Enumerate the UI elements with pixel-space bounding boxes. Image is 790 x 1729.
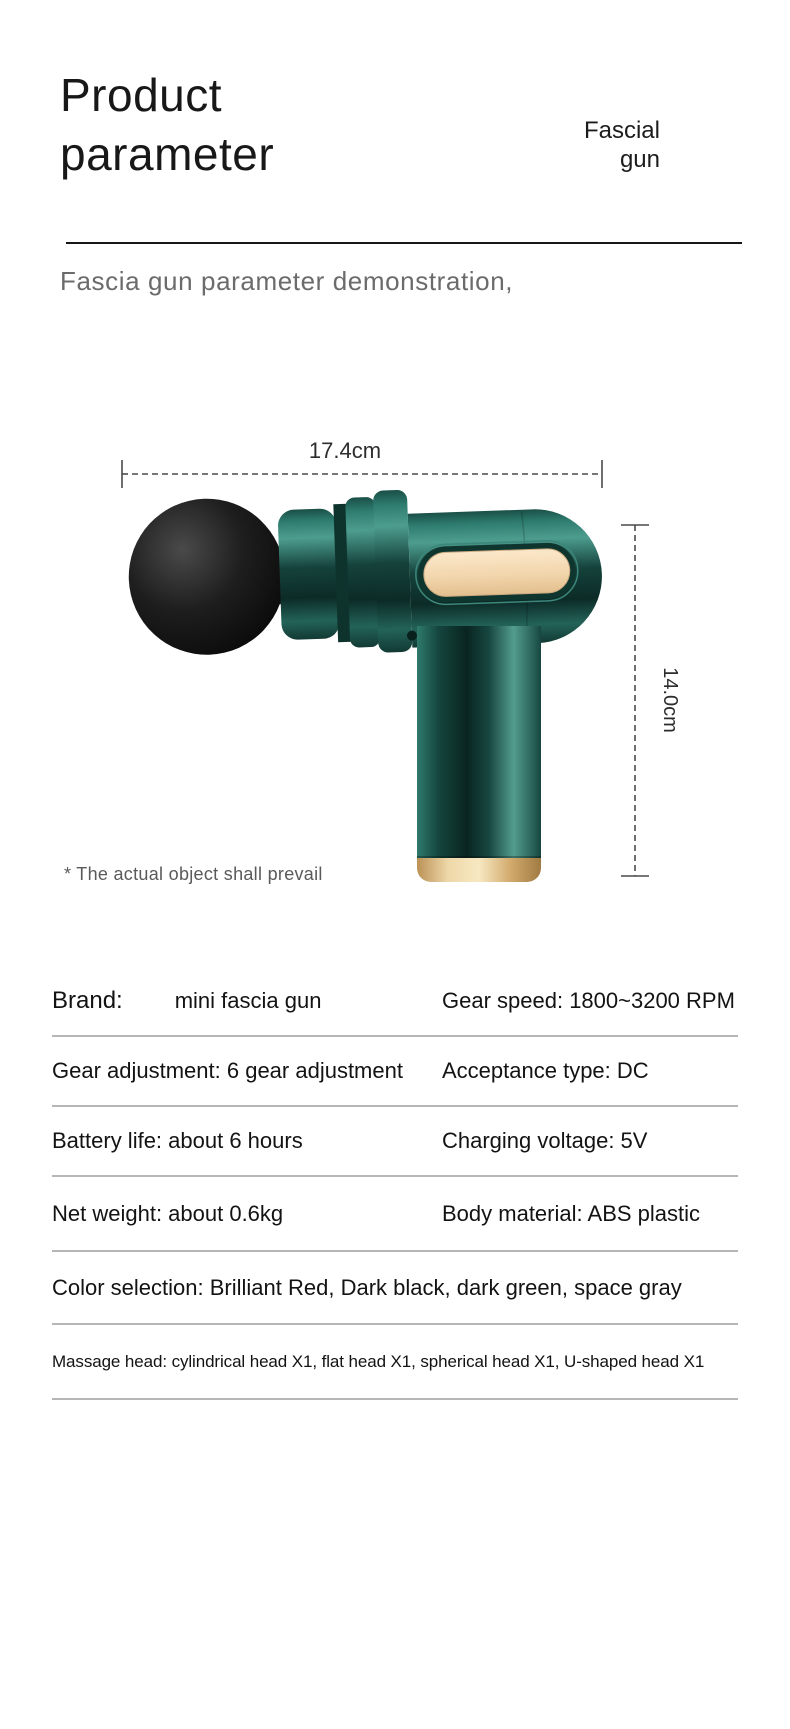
page-title-line1: Product <box>60 69 223 121</box>
fascia-gun-illustration <box>80 430 681 900</box>
section-subtitle: Fascia gun parameter demonstration, <box>60 266 514 296</box>
figure-disclaimer-note: * The actual object shall prevail <box>64 864 323 884</box>
spec-massage-head-cell: Massage head: cylindrical head X1, flat head X1, spherical head X1, U-shaped head X1 <box>52 1351 705 1371</box>
spec-net-weight-cell: Net weight: about 0.6kg <box>52 1200 284 1226</box>
spec-brand-value: mini fascia gun <box>174 987 322 1013</box>
spec-battery-life-cell: Battery life: about 6 hours <box>52 1128 303 1153</box>
table-row <box>52 1252 738 1325</box>
product-category-label <box>480 116 660 174</box>
height-dimension-label: 14.0cm <box>659 667 681 733</box>
page-title-line2: parameter <box>60 128 275 180</box>
spec-charging-voltage-cell: Charging voltage: 5V <box>442 1128 648 1153</box>
gun-handle-grip <box>417 626 541 858</box>
product-category-line2: gun <box>619 146 660 173</box>
spec-body-material-cell: Body material: ABS plastic <box>442 1200 701 1226</box>
gun-ball-head <box>126 496 287 657</box>
spec-gear-speed-cell: Gear speed: 1800~3200 RPM <box>442 987 735 1013</box>
gun-handle-gold-base <box>417 858 541 882</box>
width-dimension-label: 17.4cm <box>308 438 382 463</box>
table-row <box>52 966 738 1037</box>
product-figure <box>80 430 681 900</box>
spec-gear-adjustment-cell: Gear adjustment: 6 gear adjustment <box>52 1058 403 1083</box>
spec-color-selection-cell: Color selection: Brilliant Red, Dark black, dark green, space gray <box>52 1274 682 1300</box>
gun-neck-collar <box>373 490 413 653</box>
gun-handle <box>417 626 541 882</box>
spec-table <box>52 966 738 1400</box>
gun-handle-separator <box>417 856 541 858</box>
table-row <box>52 1037 738 1107</box>
title-divider <box>66 242 742 244</box>
gun-neck-ring-1 <box>277 508 340 640</box>
gun-slot-beige-panel <box>423 548 570 597</box>
table-row <box>52 1177 738 1252</box>
height-dimension <box>621 525 649 876</box>
width-dimension <box>122 460 602 488</box>
spec-brand-cell <box>52 987 442 1015</box>
table-row <box>52 1325 738 1400</box>
spec-brand-label: Brand: <box>52 986 123 1014</box>
spec-acceptance-type-cell: Acceptance type: DC <box>442 1058 649 1083</box>
product-category-line1: Fascial <box>583 117 660 144</box>
table-row <box>52 1107 738 1177</box>
page-title <box>60 66 274 184</box>
